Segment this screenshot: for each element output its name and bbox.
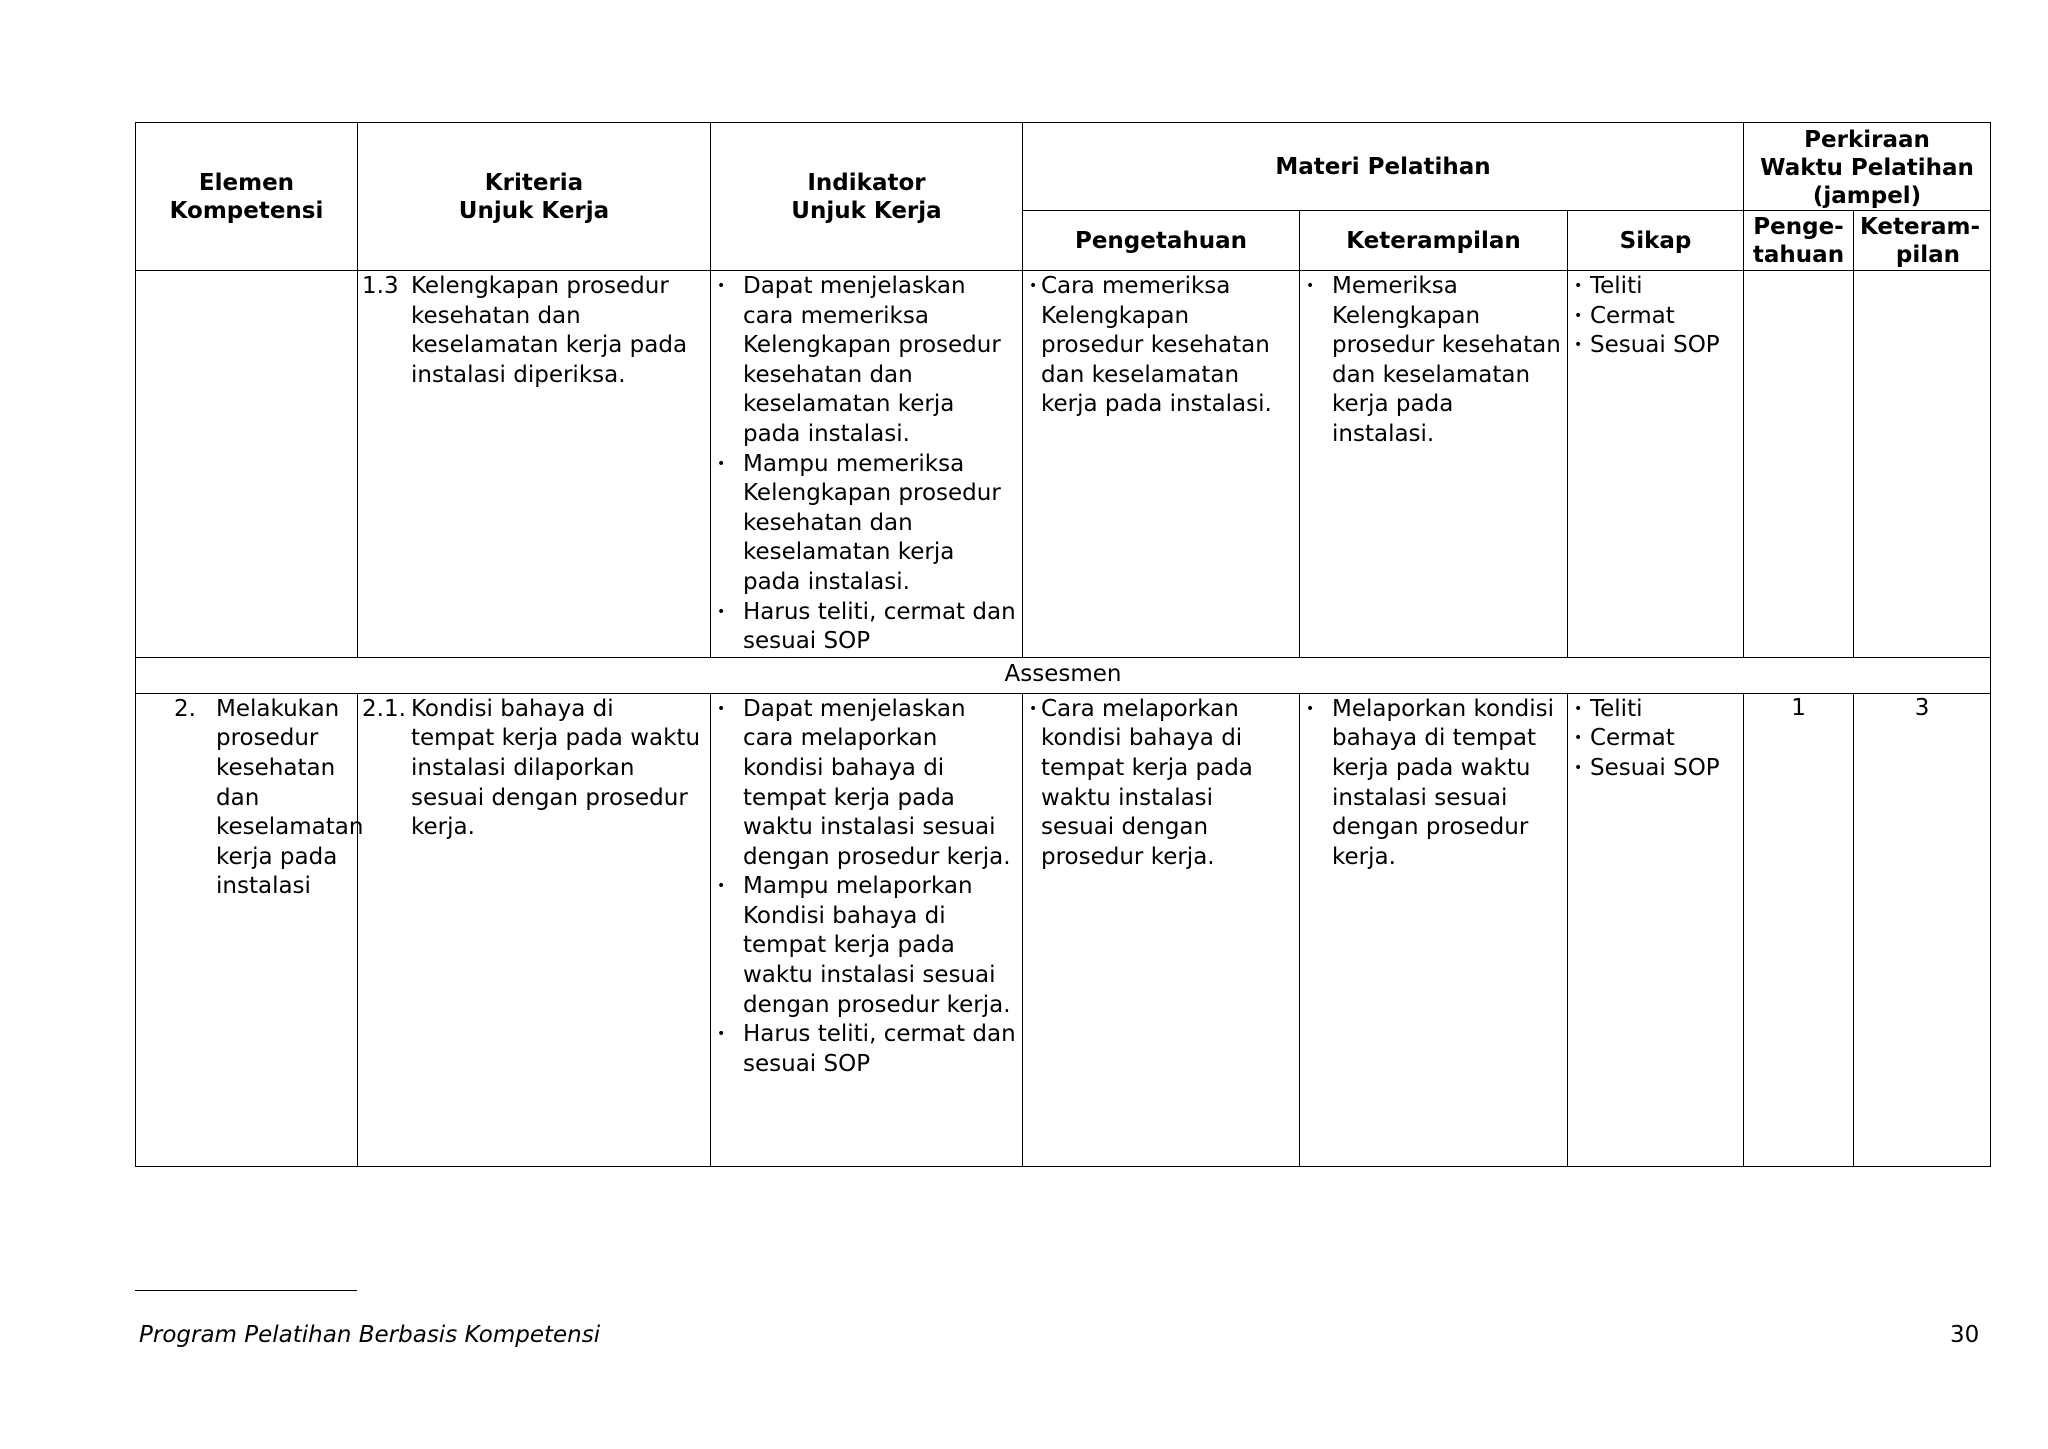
pengetahuan-cell (1023, 271, 1300, 658)
indikator-list (711, 271, 1022, 657)
list-item: • Mampu memeriksa Kelengkapan prosedur kesehatan dan keselamatan kerja pada instalasi. (717, 450, 1001, 595)
header-materi: Materi Pelatihan (1023, 123, 1744, 211)
list-item: • Teliti (1574, 273, 1643, 299)
kuk-text: Kelengkapan prosedur kesehatan dan keselamatan kerja pada instalasi diperiksa. (411, 273, 688, 388)
header-sikap: Sikap (1568, 211, 1744, 271)
list-item: • Cermat (1574, 725, 1675, 752)
competency-table (135, 122, 1991, 1167)
header-keteram-pilan: Keteram- pilan (1854, 211, 1991, 271)
kriteria-cell (358, 271, 711, 658)
table-row (136, 271, 1991, 658)
header-pengetahuan: Pengetahuan (1023, 211, 1300, 271)
jampel-keterampilan-value: 3 (1854, 693, 1991, 1166)
keterampilan-list (1300, 271, 1567, 450)
header-indikator: Indikator Unjuk Kerja (711, 123, 1023, 271)
sikap-list (1568, 271, 1743, 361)
list-item: • Teliti (1574, 695, 1643, 722)
list-item: • Mampu melaporkan Kondisi bahaya di tempat kerja pada waktu instalasi sesuai dengan prosedur kerja. (717, 873, 1011, 1018)
list-item: • Melaporkan kondisi bahaya di tempat kerja pada waktu instalasi sesuai dengan prosedur kerja. (1306, 695, 1555, 870)
assesmen-row (136, 657, 1991, 693)
sikap-cell (1568, 271, 1744, 658)
header-penge-tahuan: Penge- tahuan (1744, 211, 1854, 271)
header-keterampilan: Keterampilan (1300, 211, 1568, 271)
kuk-number: 2.1. (362, 695, 406, 722)
list-item: • Cermat (1574, 302, 1675, 329)
header-perkiraan: Perkiraan Waktu Pelatihan (jampel) (1744, 123, 1991, 211)
table-row (136, 693, 1991, 1166)
elemen-text: Melakukan prosedur kesehatan dan keselamatan kerja pada instalasi (216, 695, 364, 900)
list-item: • Dapat menjelaskan cara melaporkan kondisi bahaya di tempat kerja pada waktu instalasi sesuai dengan prosedur kerja. (717, 695, 1011, 870)
list-item: • Sesuai SOP (1574, 332, 1720, 359)
elemen-cell (136, 271, 358, 658)
keterampilan-cell (1300, 693, 1568, 1166)
pengetahuan-list (1023, 694, 1299, 873)
indikator-cell (711, 271, 1023, 658)
jampel-keterampilan-cell (1854, 271, 1991, 658)
list-item: • Memeriksa Kelengkapan prosedur kesehatan dan keselamatan kerja pada instalasi. (1306, 273, 1561, 447)
sikap-list (1568, 694, 1743, 784)
list-item: • Cara melaporkan kondisi bahaya di tempat kerja pada waktu instalasi sesuai dengan prosedur kerja. (1029, 695, 1253, 870)
indikator-cell (711, 693, 1023, 1166)
kuk-text: Kondisi bahaya di tempat kerja pada waktu instalasi dilaporkan sesuai dengan prosedur kerja. (411, 695, 701, 841)
page-number: 30 (1950, 1322, 1980, 1348)
list-item: • Harus teliti, cermat dan sesuai SOP (717, 598, 1016, 655)
pengetahuan-list (1023, 271, 1299, 420)
indikator-list (711, 694, 1022, 1080)
list-item: • Dapat menjelaskan cara memeriksa Kelengkapan prosedur kesehatan dan keselamatan kerja pada instalasi. (717, 273, 1001, 447)
keterampilan-list (1300, 694, 1567, 873)
footer-divider (135, 1290, 357, 1291)
list-item: • Cara memeriksa Kelengkapan prosedur kesehatan dan keselamatan kerja pada instalasi. (1029, 273, 1272, 418)
header-kriteria: Kriteria Unjuk Kerja (358, 123, 711, 271)
elemen-number: 2. (174, 695, 196, 722)
footer-title: Program Pelatihan Berbasis Kompetensi (139, 1322, 601, 1348)
pengetahuan-cell (1023, 693, 1300, 1166)
jampel-pengetahuan-value: 1 (1744, 693, 1854, 1166)
assesmen-label: Assesmen (136, 657, 1991, 693)
list-item: • Harus teliti, cermat dan sesuai SOP (717, 1021, 1016, 1077)
keterampilan-cell (1300, 271, 1568, 658)
jampel-pengetahuan-cell (1744, 271, 1854, 658)
sikap-cell (1568, 693, 1744, 1166)
kriteria-cell (358, 693, 711, 1166)
kuk-number: 1.3 (362, 273, 399, 299)
header-elemen: Elemen Kompetensi (136, 123, 358, 271)
elemen-cell (136, 693, 364, 1166)
list-item: • Sesuai SOP (1574, 754, 1720, 781)
